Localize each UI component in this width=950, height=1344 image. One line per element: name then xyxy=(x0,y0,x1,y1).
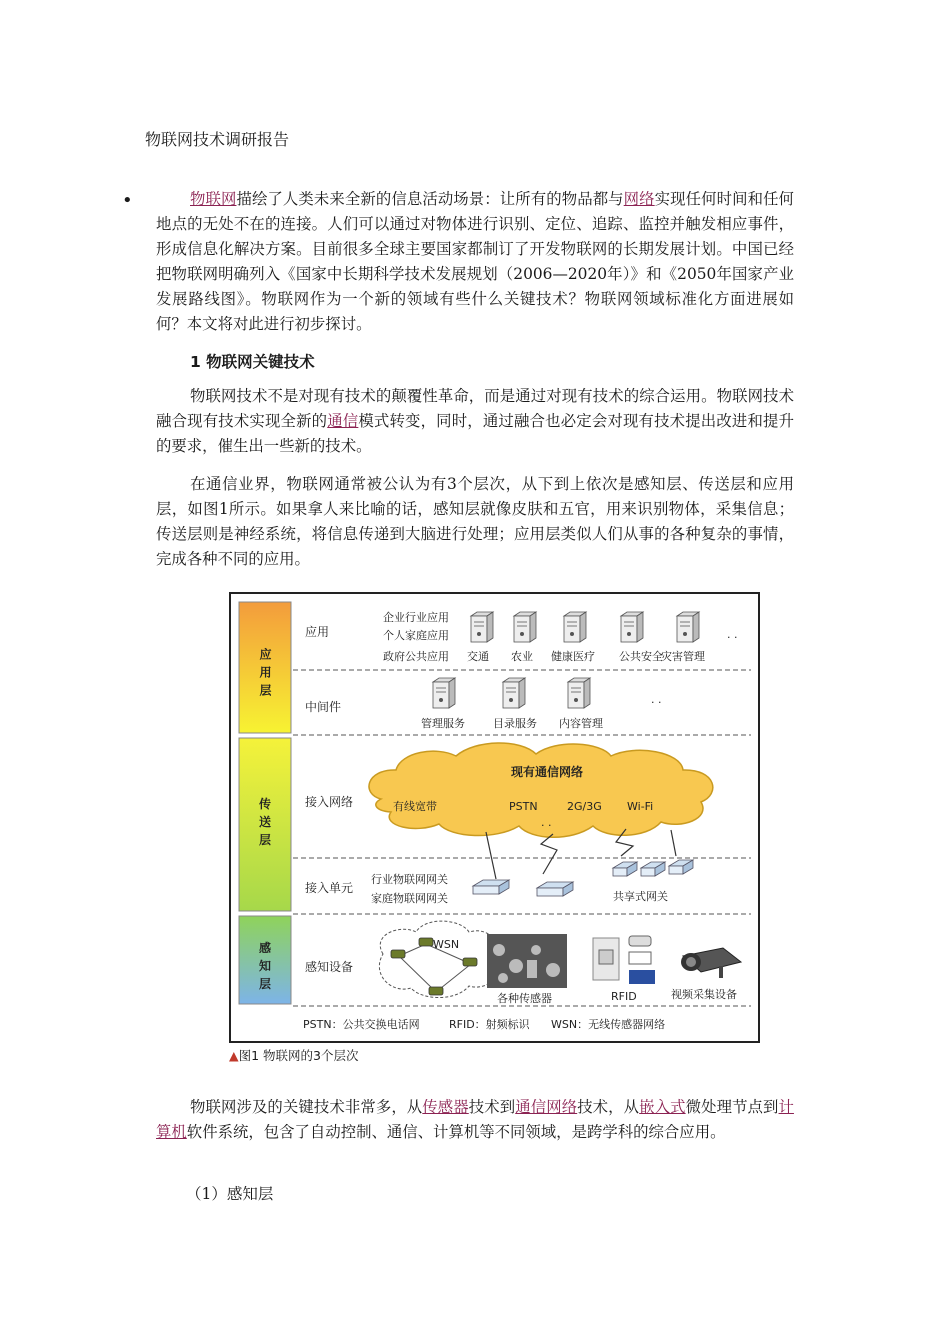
shared-gateway-label: 共享式网关 xyxy=(613,890,668,903)
page-title: 物联网技术调研报告 xyxy=(145,130,290,149)
layer-label-transport: 传送层 xyxy=(258,797,272,847)
app-item-label: 农业 xyxy=(511,650,533,663)
shared-gateway-device-icon xyxy=(613,862,637,876)
shared-gateway-device-icon xyxy=(669,860,693,874)
intro-paragraph: 物联网描绘了人类未来全新的信息活动场景：让所有的物品都与网络实现任何时间和任何地点的无处不在的连接。人们可以通过对物体进行识别、定位、追踪、监控并触发相应事件，形成信息化解决方案。目前很多全球主要国家都制订了开发物联网的长期发展计划。中国已经把物联网明确列入《国家中长期科学技术发展规划（2006—2020年）》和《2050年国家产业发展路线图》。物联网作为一个新的领域有些什么关键技术？物联网领域标准化方面进展如何？本文将对此进行初步探讨。 xyxy=(156,190,794,333)
app-item-label: 公共安全 xyxy=(619,650,663,663)
sensors-label: 各种传感器 xyxy=(497,992,552,1005)
server-icon xyxy=(564,612,586,642)
gateway-industry: 行业物联网网关 xyxy=(371,873,448,886)
server-icon xyxy=(621,612,643,642)
gateway-device-icon xyxy=(537,882,573,896)
middleware-item-label: 管理服务 xyxy=(421,717,465,730)
row-label-sense-device: 感知设备 xyxy=(305,960,354,974)
legend-rfid: RFID：射频标识 xyxy=(449,1018,530,1031)
rfid-card xyxy=(629,970,655,984)
link-wangluo[interactable]: 网络 xyxy=(623,190,655,208)
link-tongxin[interactable]: 通信 xyxy=(327,412,359,430)
bullet-mark: • xyxy=(122,190,133,211)
legend-pstn: PSTN：公共交换电话网 xyxy=(303,1018,420,1031)
figure-caption: ▲图1 物联网的3个层次 xyxy=(229,1048,359,1063)
app-enterprise: 企业行业应用 xyxy=(383,611,449,624)
middleware-item-label: 内容管理 xyxy=(559,717,603,730)
middleware-item-label: 目录服务 xyxy=(493,717,537,730)
subsection-heading: （1）感知层 xyxy=(186,1185,274,1203)
wsn-label: WSN xyxy=(433,938,460,951)
cloud-network-item: 有线宽带 xyxy=(393,800,437,813)
rfid-label: RFID xyxy=(611,990,637,1003)
row-label-access-net: 接入网络 xyxy=(305,795,354,809)
link-chuanganqi[interactable]: 传感器 xyxy=(422,1098,469,1116)
link-jisuanji[interactable]: 计算机 xyxy=(156,1098,794,1141)
link-wulianwang[interactable]: 物联网 xyxy=(190,190,237,208)
app-government: 政府公共应用 xyxy=(383,650,449,663)
rfid-tag xyxy=(629,936,651,946)
app-item-label: 灾害管理 xyxy=(661,650,705,663)
shared-gateway-device-icon xyxy=(641,862,665,876)
app-ellipsis: . . xyxy=(727,628,738,641)
cloud-ellipsis: . . xyxy=(541,816,552,829)
mw-ellipsis: . . xyxy=(651,693,662,706)
server-icon xyxy=(471,612,493,642)
link-qianrushi[interactable]: 嵌入式 xyxy=(639,1098,686,1116)
server-icon xyxy=(568,678,590,708)
cloud-network-item: 2G/3G xyxy=(567,800,602,813)
server-icon xyxy=(514,612,536,642)
cloud-network-item: PSTN xyxy=(509,800,538,813)
camera-icon xyxy=(681,948,741,978)
iot-layers-figure xyxy=(229,592,760,1043)
row-label-access-unit: 接入单元 xyxy=(305,881,354,895)
legend-wsn: WSN：无线传感器网络 xyxy=(551,1018,666,1031)
cloud-title: 现有通信网络 xyxy=(510,765,584,779)
server-icon xyxy=(677,612,699,642)
wsn-cloud xyxy=(379,921,498,997)
paragraph-2: 物联网技术不是对现有技术的颠覆性革命，而是通过对现有技术的综合运用。物联网技术融合现有技术实现全新的通信模式转变，同时，通过融合也必定会对现有技术提出改进和提升的要求，催生出一些新的技术。 xyxy=(156,387,794,455)
paragraph-4: 物联网涉及的关键技术非常多，从传感器技术到通信网络技术，从嵌入式微处理节点到计算机软件系统，包含了自动控制、通信、计算机等不同领域，是跨学科的综合应用。 xyxy=(156,1098,794,1141)
zigzag-link xyxy=(541,834,557,874)
row-label-middleware: 中间件 xyxy=(305,700,342,714)
camera-label: 视频采集设备 xyxy=(671,988,737,1001)
app-personal: 个人家庭应用 xyxy=(383,629,449,642)
app-item-label: 交通 xyxy=(467,650,489,663)
server-icon xyxy=(503,678,525,708)
app-item-label: 健康医疗 xyxy=(551,650,595,663)
caption-triangle-icon: ▲ xyxy=(229,1048,239,1063)
link-tongxinwangluo[interactable]: 通信网络 xyxy=(515,1098,578,1116)
server-icon xyxy=(433,678,455,708)
row-label-app: 应用 xyxy=(305,625,330,639)
gateway-home: 家庭物联网网关 xyxy=(371,892,448,905)
layer-label-sense: 感知层 xyxy=(258,941,272,991)
paragraph-3: 在通信业界，物联网通常被公认为有3个层次，从下到上依次是感知层、传送层和应用层，如图1所示。如果拿人来比喻的话，感知层就像皮肤和五官，用来识别物体，采集信息；传送层则是神经系统，将信息传递到大脑进行处理；应用层类似人们从事的各种复杂的事情，完成各种不同的应用。 xyxy=(156,475,794,568)
connector-line xyxy=(486,832,496,879)
connector-line xyxy=(671,830,676,856)
cloud-network-item: Wi-Fi xyxy=(627,800,654,813)
layer-label-app: 应用层 xyxy=(258,648,272,696)
section-heading: 1 物联网关键技术 xyxy=(190,353,315,371)
gateway-device-icon xyxy=(473,880,509,894)
